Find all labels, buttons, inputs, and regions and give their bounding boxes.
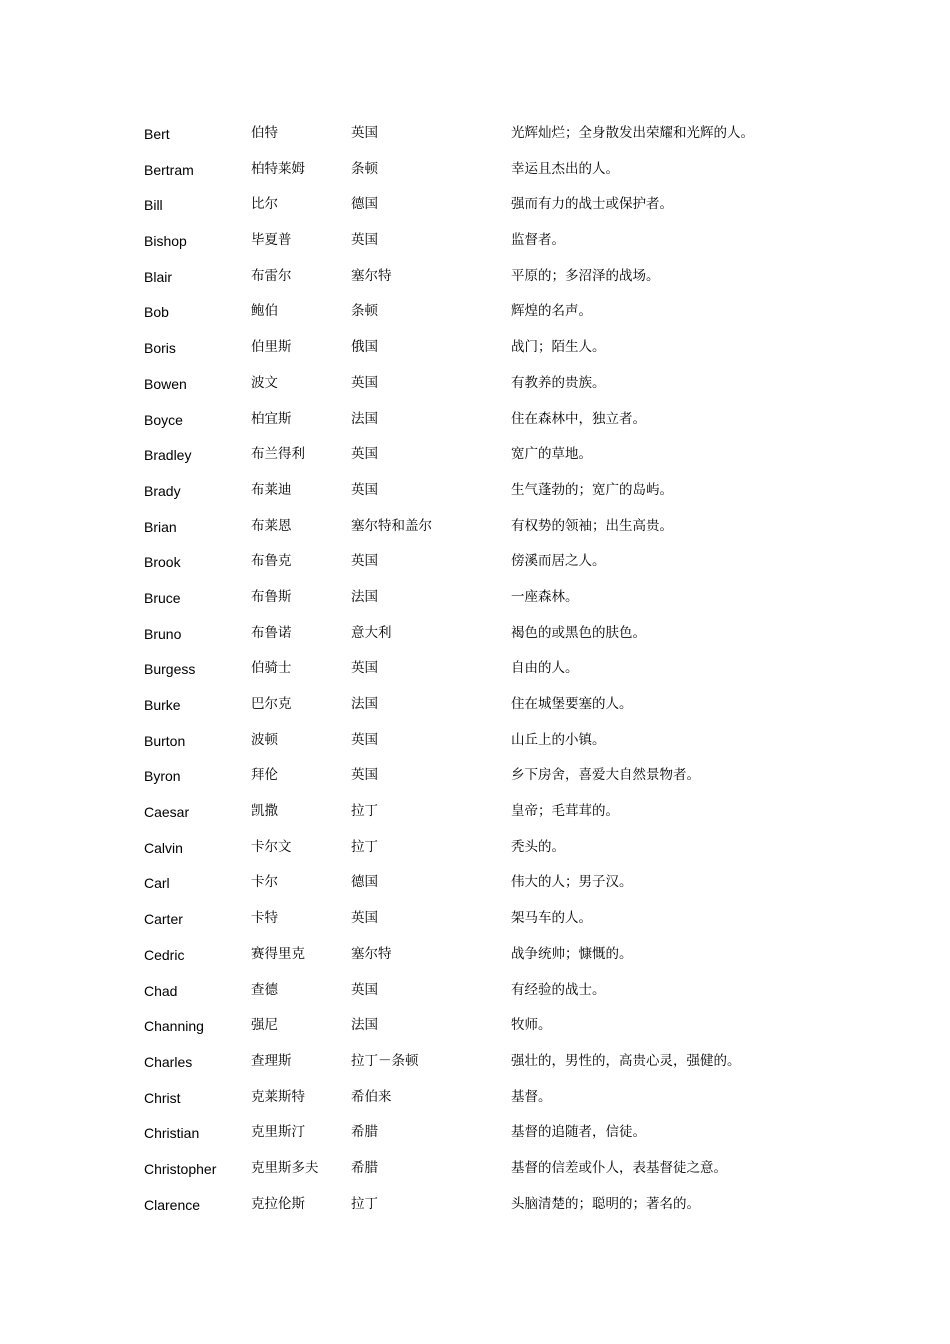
chinese-name: 毕夏普 xyxy=(251,232,292,249)
name-origin: 英国 xyxy=(351,660,378,677)
english-name: Burton xyxy=(144,732,186,749)
english-name: Boris xyxy=(144,340,176,357)
name-origin: 条顿 xyxy=(351,160,378,177)
chinese-name: 拜伦 xyxy=(251,767,278,784)
name-origin: 英国 xyxy=(351,767,378,784)
name-meaning: 自由的人。 xyxy=(511,660,579,677)
name-meaning: 强而有力的战士或保护者。 xyxy=(511,196,673,213)
name-row xyxy=(144,651,824,687)
name-row xyxy=(144,687,824,723)
english-name: Blair xyxy=(144,268,173,285)
name-origin: 拉丁 xyxy=(351,803,378,820)
name-origin: 拉丁－条顿 xyxy=(351,1052,419,1069)
name-row xyxy=(144,1080,824,1116)
chinese-name: 卡尔文 xyxy=(251,838,292,855)
name-meaning: 监督者。 xyxy=(511,232,565,249)
name-origin: 希腊 xyxy=(351,1159,378,1176)
name-origin: 拉丁 xyxy=(351,1195,378,1212)
chinese-name: 克拉伦斯 xyxy=(251,1195,305,1212)
english-name: Bowen xyxy=(144,375,187,392)
english-name: Chad xyxy=(144,982,178,999)
chinese-name: 柏特莱姆 xyxy=(251,160,305,177)
name-meaning: 住在森林中，独立者。 xyxy=(511,410,646,427)
name-meaning: 有经验的战士。 xyxy=(511,981,606,998)
chinese-name: 布鲁诺 xyxy=(251,624,292,641)
name-origin: 拉丁 xyxy=(351,838,378,855)
name-origin: 法国 xyxy=(351,588,378,605)
name-row xyxy=(144,1115,824,1151)
name-row xyxy=(144,223,824,259)
english-name: Christopher xyxy=(144,1160,217,1177)
name-row xyxy=(144,723,824,759)
name-origin: 英国 xyxy=(351,125,378,141)
name-origin: 俄国 xyxy=(351,339,378,356)
english-name: Calvin xyxy=(144,839,183,856)
english-name: Burgess xyxy=(144,661,196,678)
name-meaning: 傍溪而居之人。 xyxy=(511,553,606,570)
name-meaning: 褐色的或黑色的肤色。 xyxy=(511,624,646,641)
name-row xyxy=(144,473,824,509)
name-origin: 塞尔特 xyxy=(351,945,392,962)
name-row xyxy=(144,973,824,1009)
english-name: Bruce xyxy=(144,589,181,606)
english-name: Christ xyxy=(144,1089,181,1106)
english-name: Bert xyxy=(144,126,170,142)
english-name: Channing xyxy=(144,1018,204,1035)
name-row xyxy=(144,865,824,901)
name-row xyxy=(144,330,824,366)
name-meaning: 伟大的人；男子汉。 xyxy=(511,874,633,891)
name-meaning: 架马车的人。 xyxy=(511,910,592,927)
name-row xyxy=(144,437,824,473)
name-origin: 塞尔特和盖尔 xyxy=(351,517,432,534)
english-name: Bill xyxy=(144,197,163,214)
name-row xyxy=(144,1187,824,1223)
name-meaning: 有教养的贵族。 xyxy=(511,374,606,391)
english-name: Christian xyxy=(144,1125,200,1142)
name-row xyxy=(144,152,824,188)
name-origin: 法国 xyxy=(351,696,378,712)
name-meaning: 生气蓬勃的；宽广的岛屿。 xyxy=(511,481,673,498)
english-name: Caesar xyxy=(144,804,190,821)
chinese-name: 比尔 xyxy=(251,196,278,213)
name-row xyxy=(144,116,824,152)
english-name: Burke xyxy=(144,697,181,713)
chinese-name: 伯里斯 xyxy=(251,339,292,356)
chinese-name: 凯撒 xyxy=(251,803,278,820)
name-row xyxy=(144,901,824,937)
name-meaning: 头脑清楚的；聪明的；著名的。 xyxy=(511,1195,700,1212)
name-meaning: 乡下房舍，喜爱大自然景物者。 xyxy=(511,767,700,784)
name-row xyxy=(144,544,824,580)
english-name: Charles xyxy=(144,1053,193,1070)
name-row xyxy=(144,259,824,295)
name-meaning: 战争统帅；慷慨的。 xyxy=(511,945,633,962)
english-name: Byron xyxy=(144,768,181,785)
english-name: Brook xyxy=(144,554,181,571)
name-row xyxy=(144,580,824,616)
english-name: Bertram xyxy=(144,161,194,178)
name-row xyxy=(144,509,824,545)
name-row xyxy=(144,294,824,330)
name-origin: 英国 xyxy=(351,446,378,463)
name-meaning: 基督。 xyxy=(511,1088,552,1105)
english-name: Carter xyxy=(144,911,183,928)
chinese-name: 强尼 xyxy=(251,1017,278,1034)
english-name: Cedric xyxy=(144,946,185,963)
chinese-name: 布莱迪 xyxy=(251,481,292,498)
chinese-name: 伯特 xyxy=(251,125,278,141)
name-meaning: 辉煌的名声。 xyxy=(511,303,592,320)
english-name: Boyce xyxy=(144,411,183,428)
chinese-name: 克里斯汀 xyxy=(251,1124,305,1141)
names-table xyxy=(144,116,824,1222)
name-origin: 意大利 xyxy=(351,624,392,641)
name-meaning: 基督的信差或仆人，表基督徒之意。 xyxy=(511,1159,727,1176)
name-row xyxy=(144,1151,824,1187)
name-meaning: 山丘上的小镇。 xyxy=(511,731,606,748)
chinese-name: 布莱恩 xyxy=(251,517,292,534)
english-name: Bishop xyxy=(144,233,187,250)
english-name: Carl xyxy=(144,875,170,892)
chinese-name: 波顿 xyxy=(251,731,278,748)
name-meaning: 一座森林。 xyxy=(511,588,579,605)
name-meaning: 平原的；多沼泽的战场。 xyxy=(511,267,660,284)
chinese-name: 柏宜斯 xyxy=(251,410,292,427)
name-meaning: 光辉灿烂；全身散发出荣耀和光辉的人。 xyxy=(511,125,754,141)
chinese-name: 卡尔 xyxy=(251,874,278,891)
name-row xyxy=(144,402,824,438)
name-meaning: 战门；陌生人。 xyxy=(511,339,606,356)
name-origin: 法国 xyxy=(351,410,378,427)
chinese-name: 布鲁克 xyxy=(251,553,292,570)
english-name: Bradley xyxy=(144,447,192,464)
chinese-name: 克莱斯特 xyxy=(251,1088,305,1105)
chinese-name: 赛得里克 xyxy=(251,945,305,962)
name-row xyxy=(144,1044,824,1080)
name-meaning: 强壮的，男性的，高贵心灵，强健的。 xyxy=(511,1052,741,1069)
name-origin: 英国 xyxy=(351,481,378,498)
chinese-name: 伯骑士 xyxy=(251,660,292,677)
name-row xyxy=(144,830,824,866)
name-origin: 希伯来 xyxy=(351,1088,392,1105)
name-origin: 英国 xyxy=(351,374,378,391)
english-name: Brian xyxy=(144,518,177,535)
name-origin: 英国 xyxy=(351,232,378,249)
name-row xyxy=(144,616,824,652)
chinese-name: 卡特 xyxy=(251,910,278,927)
name-origin: 英国 xyxy=(351,910,378,927)
name-row xyxy=(144,187,824,223)
name-origin: 塞尔特 xyxy=(351,267,392,284)
name-meaning: 秃头的。 xyxy=(511,838,565,855)
name-meaning: 住在城堡要塞的人。 xyxy=(511,696,633,712)
name-meaning: 有权势的领袖；出生高贵。 xyxy=(511,517,673,534)
name-meaning: 幸运且杰出的人。 xyxy=(511,160,619,177)
name-origin: 英国 xyxy=(351,731,378,748)
name-meaning: 皇帝；毛茸茸的。 xyxy=(511,803,619,820)
name-row xyxy=(144,1008,824,1044)
name-origin: 德国 xyxy=(351,874,378,891)
name-meaning: 宽广的草地。 xyxy=(511,446,592,463)
chinese-name: 波文 xyxy=(251,374,278,391)
name-origin: 条顿 xyxy=(351,303,378,320)
name-origin: 希腊 xyxy=(351,1124,378,1141)
name-meaning: 基督的追随者，信徒。 xyxy=(511,1124,646,1141)
name-meaning: 牧师。 xyxy=(511,1017,552,1034)
name-origin: 德国 xyxy=(351,196,378,213)
chinese-name: 查理斯 xyxy=(251,1052,292,1069)
name-row xyxy=(144,758,824,794)
name-row xyxy=(144,794,824,830)
name-origin: 法国 xyxy=(351,1017,378,1034)
chinese-name: 布雷尔 xyxy=(251,267,292,284)
name-origin: 英国 xyxy=(351,553,378,570)
name-row xyxy=(144,937,824,973)
chinese-name: 巴尔克 xyxy=(251,696,292,712)
name-origin: 英国 xyxy=(351,981,378,998)
english-name: Bob xyxy=(144,304,169,321)
chinese-name: 布兰得利 xyxy=(251,446,305,463)
name-row xyxy=(144,366,824,402)
chinese-name: 布鲁斯 xyxy=(251,588,292,605)
english-name: Clarence xyxy=(144,1196,201,1213)
chinese-name: 查德 xyxy=(251,981,278,998)
english-name: Bruno xyxy=(144,625,182,642)
chinese-name: 克里斯多夫 xyxy=(251,1159,319,1176)
chinese-name: 鲍伯 xyxy=(251,303,278,320)
english-name: Brady xyxy=(144,482,181,499)
